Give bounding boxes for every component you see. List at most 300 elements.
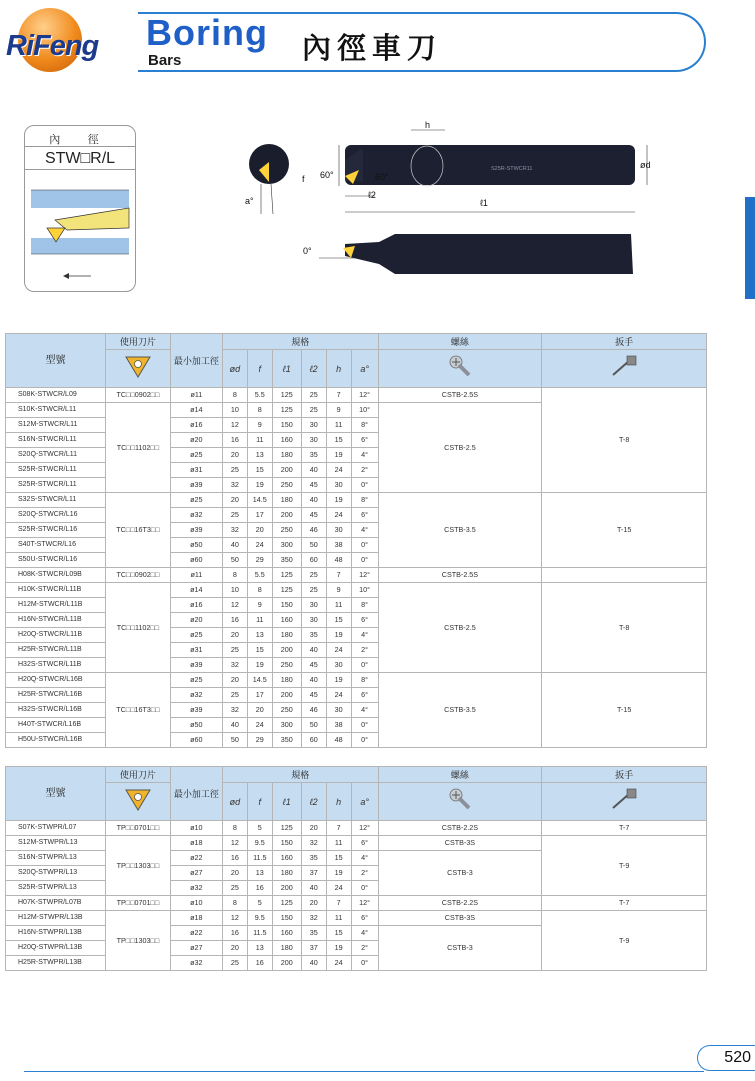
spec-cell: 14.5 [247, 493, 272, 508]
screw-cell: CSTB-2.2S [378, 896, 542, 911]
spec-cell: 160 [272, 851, 301, 866]
header-model-2: 型號 [6, 767, 106, 821]
spec-cell: 12° [351, 821, 378, 836]
spec-cell: 19 [326, 673, 351, 688]
min-bore-cell: ø27 [170, 941, 222, 956]
wrench-cell: T-8 [542, 583, 707, 673]
spec-cell: 8 [222, 821, 247, 836]
spec-cell: 4° [351, 628, 378, 643]
spec-cell: 48 [326, 553, 351, 568]
model-cell: H10K-STWCR/L11B [6, 583, 106, 598]
model-cell: H12M-STWCR/L11B [6, 598, 106, 613]
min-bore-cell: ø32 [170, 508, 222, 523]
spec-cell: 13 [247, 448, 272, 463]
model-cell: H20Q-STWCR/L11B [6, 628, 106, 643]
spec-cell: 50 [222, 733, 247, 748]
spec-cell: 17 [247, 688, 272, 703]
spec-cell: 11 [326, 598, 351, 613]
spec-cell: 180 [272, 673, 301, 688]
spec-cell: 40 [222, 538, 247, 553]
spec-cell: 45 [301, 478, 326, 493]
model-cell: S12M-STWPR/L13 [6, 836, 106, 851]
label-zero-angle: 0° [303, 246, 312, 256]
spec-cell: 12 [222, 836, 247, 851]
spec-cell: 5 [247, 896, 272, 911]
wrench-cell [542, 568, 707, 583]
spec-cell: 20 [222, 673, 247, 688]
header-wrench-2: 扳手 [542, 767, 707, 783]
spec-cell: 13 [247, 866, 272, 881]
spec-cell: 5.5 [247, 568, 272, 583]
header-screw-2: 螺絲 [378, 767, 542, 783]
min-bore-cell: ø16 [170, 418, 222, 433]
min-bore-cell: ø11 [170, 568, 222, 583]
spec-cell: 125 [272, 821, 301, 836]
spec-cell: 24 [326, 956, 351, 971]
header-model: 型號 [6, 334, 106, 388]
spec-cell: 11 [326, 418, 351, 433]
min-bore-cell: ø20 [170, 613, 222, 628]
spec-cell: 45 [301, 508, 326, 523]
col-a-2: a° [351, 783, 378, 821]
spec-cell: 0° [351, 733, 378, 748]
spec-cell: 25 [222, 881, 247, 896]
spec-cell: 200 [272, 956, 301, 971]
min-bore-cell: ø10 [170, 821, 222, 836]
spec-cell: 9 [326, 403, 351, 418]
bottom-rule [24, 1071, 704, 1072]
spec-cell: 20 [247, 523, 272, 538]
spec-cell: 12° [351, 896, 378, 911]
spec-cell: 40 [301, 463, 326, 478]
spec-cell: 10° [351, 403, 378, 418]
spec-cell: 0° [351, 658, 378, 673]
insert-cell: TC□□0902□□ [105, 388, 170, 403]
spec-cell: 200 [272, 881, 301, 896]
spec-cell: 150 [272, 911, 301, 926]
spec-cell: 15 [326, 613, 351, 628]
spec-cell: 20 [301, 821, 326, 836]
spec-cell: 8 [247, 583, 272, 598]
spec-cell: 2° [351, 941, 378, 956]
spec-cell: 160 [272, 433, 301, 448]
min-bore-cell: ø50 [170, 538, 222, 553]
spec-cell: 24 [326, 643, 351, 658]
insert-cell: TC□□1102□□ [105, 583, 170, 673]
col-l2-2: ℓ2 [301, 783, 326, 821]
model-cell: S12M-STWCR/L11 [6, 418, 106, 433]
min-bore-cell: ø39 [170, 658, 222, 673]
spec-cell: 6° [351, 508, 378, 523]
spec-cell: 7 [326, 388, 351, 403]
model-cell: S20Q-STWCR/L16 [6, 508, 106, 523]
spec-cell: 160 [272, 926, 301, 941]
col-f: f [247, 350, 272, 388]
spec-cell: 2° [351, 866, 378, 881]
model-cell: S25R-STWCR/L11 [6, 463, 106, 478]
screw-cell: CSTB-2.5 [378, 403, 542, 493]
model-cell: S25R-STWCR/L11 [6, 478, 106, 493]
spec-cell: 40 [301, 881, 326, 896]
insert-cell: TC□□0902□□ [105, 568, 170, 583]
spec-cell: 150 [272, 598, 301, 613]
spec-cell: 0° [351, 881, 378, 896]
side-strip [745, 197, 755, 299]
spec-cell: 13 [247, 941, 272, 956]
wrench-cell: T-15 [542, 673, 707, 748]
spec-cell: 7 [326, 568, 351, 583]
spec-cell: 35 [301, 628, 326, 643]
spec-cell: 0° [351, 538, 378, 553]
screw-cell: CSTB-3S [378, 911, 542, 926]
spec-cell: 30 [326, 478, 351, 493]
insert-cell: TC□□1102□□ [105, 403, 170, 493]
spec-cell: 11 [326, 836, 351, 851]
label-f: f [302, 174, 305, 184]
spec-cell: 11 [247, 613, 272, 628]
spec-cell: 19 [247, 658, 272, 673]
spec-cell: 180 [272, 941, 301, 956]
spec-cell: 6° [351, 836, 378, 851]
screw-cell: CSTB-3S [378, 836, 542, 851]
spec-cell: 8 [222, 388, 247, 403]
min-bore-cell: ø16 [170, 598, 222, 613]
spec-cell: 19 [326, 866, 351, 881]
table-row [6, 583, 707, 598]
label-h: h [425, 120, 431, 130]
spec-cell: 16 [222, 851, 247, 866]
spec-cell: 12° [351, 388, 378, 403]
spec-cell: 40 [301, 643, 326, 658]
min-bore-cell: ø18 [170, 836, 222, 851]
spec-cell: 250 [272, 703, 301, 718]
spec-cell: 32 [222, 478, 247, 493]
table-row [6, 911, 707, 926]
insert-cell: TC□□16T3□□ [105, 673, 170, 748]
min-bore-cell: ø11 [170, 388, 222, 403]
min-bore-cell: ø14 [170, 403, 222, 418]
wrench-cell: T-9 [542, 836, 707, 896]
spec-cell: 16 [222, 433, 247, 448]
col-l1-2: ℓ1 [272, 783, 301, 821]
min-bore-cell: ø31 [170, 463, 222, 478]
model-cell: S32S-STWCR/L11 [6, 493, 106, 508]
wrench-cell: T-15 [542, 493, 707, 568]
col-a: a° [351, 350, 378, 388]
wrench-cell: T-7 [542, 821, 707, 836]
spec-cell: 17 [247, 508, 272, 523]
spec-cell: 5.5 [247, 388, 272, 403]
label-angle-1: 60° [320, 170, 334, 180]
spec-cell: 37 [301, 941, 326, 956]
spec-cell: 32 [222, 703, 247, 718]
spec-cell: 16 [247, 956, 272, 971]
insert-type-card [24, 125, 136, 292]
spec-cell: 4° [351, 523, 378, 538]
bar-mark: S25R-STWCR11 [491, 166, 533, 172]
model-cell: H07K-STWPR/L07B [6, 896, 106, 911]
title-en: Boring [146, 12, 268, 53]
spec-cell: 160 [272, 613, 301, 628]
spec-cell: 11.5 [247, 851, 272, 866]
spec-cell: 300 [272, 538, 301, 553]
model-cell: S25R-STWCR/L16 [6, 523, 106, 538]
spec-cell: 7 [326, 821, 351, 836]
spec-cell: 30 [326, 703, 351, 718]
min-bore-cell: ø10 [170, 896, 222, 911]
title-sub: Bars [148, 52, 182, 69]
spec-cell: 16 [222, 926, 247, 941]
min-bore-cell: ø31 [170, 643, 222, 658]
spec-cell: 25 [301, 388, 326, 403]
header-insert: 使用刀片 [105, 334, 170, 350]
spec-cell: 45 [301, 688, 326, 703]
spec-cell: 125 [272, 403, 301, 418]
spec-cell: 0° [351, 553, 378, 568]
min-bore-cell: ø60 [170, 733, 222, 748]
spec-cell: 0° [351, 956, 378, 971]
spec-cell: 24 [326, 463, 351, 478]
screw-cell: CSTB-3.5 [378, 493, 542, 568]
title-cn: 內徑車刀 [302, 31, 443, 65]
spec-cell: 125 [272, 388, 301, 403]
model-cell: H25R-STWCR/L16B [6, 688, 106, 703]
spec-cell: 6° [351, 911, 378, 926]
spec-cell: 0° [351, 718, 378, 733]
spec-cell: 2° [351, 643, 378, 658]
tool-diagram [235, 118, 655, 288]
spec-cell: 25 [222, 643, 247, 658]
spec-cell: 200 [272, 508, 301, 523]
spec-cell: 19 [326, 448, 351, 463]
spec-cell: 125 [272, 568, 301, 583]
col-l1: ℓ1 [272, 350, 301, 388]
spec-cell: 10° [351, 583, 378, 598]
spec-cell: 200 [272, 463, 301, 478]
spec-cell: 30 [301, 418, 326, 433]
spec-cell: 150 [272, 836, 301, 851]
min-bore-cell: ø25 [170, 673, 222, 688]
spec-cell: 40 [301, 493, 326, 508]
spec-cell: 46 [301, 703, 326, 718]
insert-cell: TP□□0701□□ [105, 821, 170, 836]
spec-cell: 30 [301, 598, 326, 613]
spec-cell: 32 [222, 658, 247, 673]
spec-cell: 24 [326, 508, 351, 523]
spec-cell: 6° [351, 613, 378, 628]
label-l2: ℓ2 [368, 190, 376, 200]
screw-cell: CSTB-3.5 [378, 673, 542, 748]
table-row [6, 821, 707, 836]
spec-cell: 0° [351, 478, 378, 493]
model-cell: H32S-STWCR/L16B [6, 703, 106, 718]
spec-cell: 350 [272, 553, 301, 568]
col-h-2: h [326, 783, 351, 821]
spec-cell: 180 [272, 493, 301, 508]
model-cell: H08K-STWCR/L09B [6, 568, 106, 583]
spec-cell: 11 [326, 911, 351, 926]
spec-cell: 12 [222, 598, 247, 613]
spec-cell: 250 [272, 478, 301, 493]
spec-cell: 15 [247, 643, 272, 658]
spec-cell: 30 [326, 523, 351, 538]
col-d: ød [222, 350, 247, 388]
model-cell: H40T-STWCR/L16B [6, 718, 106, 733]
spec-cell: 9 [247, 418, 272, 433]
screw-cell: CSTB-2.5 [378, 583, 542, 673]
spec-cell: 11 [247, 433, 272, 448]
spec-cell: 35 [301, 851, 326, 866]
spec-cell: 20 [222, 866, 247, 881]
spec-cell: 50 [222, 553, 247, 568]
spec-cell: 13 [247, 628, 272, 643]
spec-cell: 180 [272, 866, 301, 881]
spec-cell: 12 [222, 911, 247, 926]
min-bore-cell: ø50 [170, 718, 222, 733]
spec-cell: 11.5 [247, 926, 272, 941]
spec-cell: 25 [301, 583, 326, 598]
spec-cell: 32 [301, 836, 326, 851]
col-f-2: f [247, 783, 272, 821]
spec-cell: 180 [272, 628, 301, 643]
spec-cell: 2° [351, 463, 378, 478]
label-angle-2: 60° [375, 172, 389, 182]
model-cell: S40T-STWCR/L16 [6, 538, 106, 553]
min-bore-cell: ø22 [170, 851, 222, 866]
spec-table-stwc [5, 333, 707, 748]
screw-icon [378, 350, 542, 388]
spec-cell: 25 [301, 568, 326, 583]
wrench-cell: T-8 [542, 388, 707, 493]
model-cell: H50U-STWCR/L16B [6, 733, 106, 748]
spec-cell: 30 [301, 433, 326, 448]
model-cell: H32S-STWCR/L11B [6, 658, 106, 673]
model-cell: H25R-STWPR/L13B [6, 956, 106, 971]
spec-cell: 60 [301, 733, 326, 748]
logo: RiFeng [6, 30, 99, 62]
spec-cell: 29 [247, 733, 272, 748]
spec-cell: 24 [247, 718, 272, 733]
insert-cell: TC□□16T3□□ [105, 493, 170, 568]
min-bore-cell: ø39 [170, 703, 222, 718]
spec-cell: 25 [222, 463, 247, 478]
spec-cell: 4° [351, 926, 378, 941]
insert-cell: TP□□1303□□ [105, 836, 170, 896]
min-bore-cell: ø25 [170, 448, 222, 463]
model-cell: S16N-STWCR/L11 [6, 433, 106, 448]
table-row [6, 568, 707, 583]
spec-cell: 4° [351, 703, 378, 718]
spec-cell: 12 [222, 418, 247, 433]
wrench-icon [542, 350, 707, 388]
col-d-2: ød [222, 783, 247, 821]
min-bore-cell: ø18 [170, 911, 222, 926]
min-bore-cell: ø14 [170, 583, 222, 598]
table-row [6, 836, 707, 851]
min-bore-cell: ø25 [170, 493, 222, 508]
spec-cell: 8° [351, 493, 378, 508]
col-l2: ℓ2 [301, 350, 326, 388]
model-cell: S50U-STWCR/L16 [6, 553, 106, 568]
spec-cell: 35 [301, 448, 326, 463]
screw-cell: CSTB-2.5S [378, 568, 542, 583]
spec-cell: 19 [326, 941, 351, 956]
screw-cell: CSTB-2.5S [378, 388, 542, 403]
spec-cell: 6° [351, 688, 378, 703]
label-d: ød [640, 160, 651, 170]
spec-cell: 20 [222, 448, 247, 463]
spec-cell: 125 [272, 896, 301, 911]
model-cell: S08K-STWCR/L09 [6, 388, 106, 403]
model-cell: S16N-STWPR/L13 [6, 851, 106, 866]
spec-cell: 50 [301, 718, 326, 733]
spec-cell: 8° [351, 598, 378, 613]
model-cell: S20Q-STWCR/L11 [6, 448, 106, 463]
spec-cell: 7 [326, 896, 351, 911]
header-spec-2: 規格 [222, 767, 378, 783]
spec-cell: 10 [222, 583, 247, 598]
screw-cell: CSTB-3 [378, 926, 542, 971]
min-bore-cell: ø20 [170, 433, 222, 448]
model-cell: H20Q-STWCR/L16B [6, 673, 106, 688]
insert-cell: TP□□0701□□ [105, 896, 170, 911]
spec-cell: 60 [301, 553, 326, 568]
label-l1: ℓ1 [480, 198, 488, 208]
screw-cell: CSTB-2.2S [378, 821, 542, 836]
spec-cell: 12° [351, 568, 378, 583]
spec-cell: 9.5 [247, 836, 272, 851]
model-cell: S20Q-STWPR/L13 [6, 866, 106, 881]
spec-cell: 40 [222, 718, 247, 733]
spec-cell: 45 [301, 658, 326, 673]
spec-cell: 200 [272, 643, 301, 658]
table-row [6, 388, 707, 403]
spec-cell: 4° [351, 448, 378, 463]
spec-cell: 20 [247, 703, 272, 718]
spec-cell: 8° [351, 673, 378, 688]
model-cell: H20Q-STWPR/L13B [6, 941, 106, 956]
min-bore-cell: ø32 [170, 881, 222, 896]
min-bore-cell: ø27 [170, 866, 222, 881]
wrench-cell: T-9 [542, 911, 707, 971]
min-bore-cell: ø32 [170, 956, 222, 971]
min-bore-cell: ø39 [170, 523, 222, 538]
table-row [6, 493, 707, 508]
spec-cell: 14.5 [247, 673, 272, 688]
spec-cell: 25 [222, 688, 247, 703]
spec-cell: 4° [351, 851, 378, 866]
spec-cell: 9 [326, 583, 351, 598]
screw-icon-2 [378, 783, 542, 821]
bore-section-diagram [25, 172, 135, 292]
spec-cell: 350 [272, 733, 301, 748]
spec-cell: 250 [272, 658, 301, 673]
spec-cell: 15 [326, 851, 351, 866]
spec-cell: 300 [272, 718, 301, 733]
table-row [6, 896, 707, 911]
min-bore-cell: ø60 [170, 553, 222, 568]
screw-cell: CSTB-3 [378, 851, 542, 896]
spec-cell: 15 [326, 926, 351, 941]
wrench-icon-2 [542, 783, 707, 821]
spec-cell: 9.5 [247, 911, 272, 926]
model-cell: H12M-STWPR/L13B [6, 911, 106, 926]
spec-cell: 10 [222, 403, 247, 418]
spec-cell: 19 [326, 628, 351, 643]
spec-cell: 25 [301, 403, 326, 418]
spec-cell: 38 [326, 718, 351, 733]
spec-cell: 20 [301, 896, 326, 911]
